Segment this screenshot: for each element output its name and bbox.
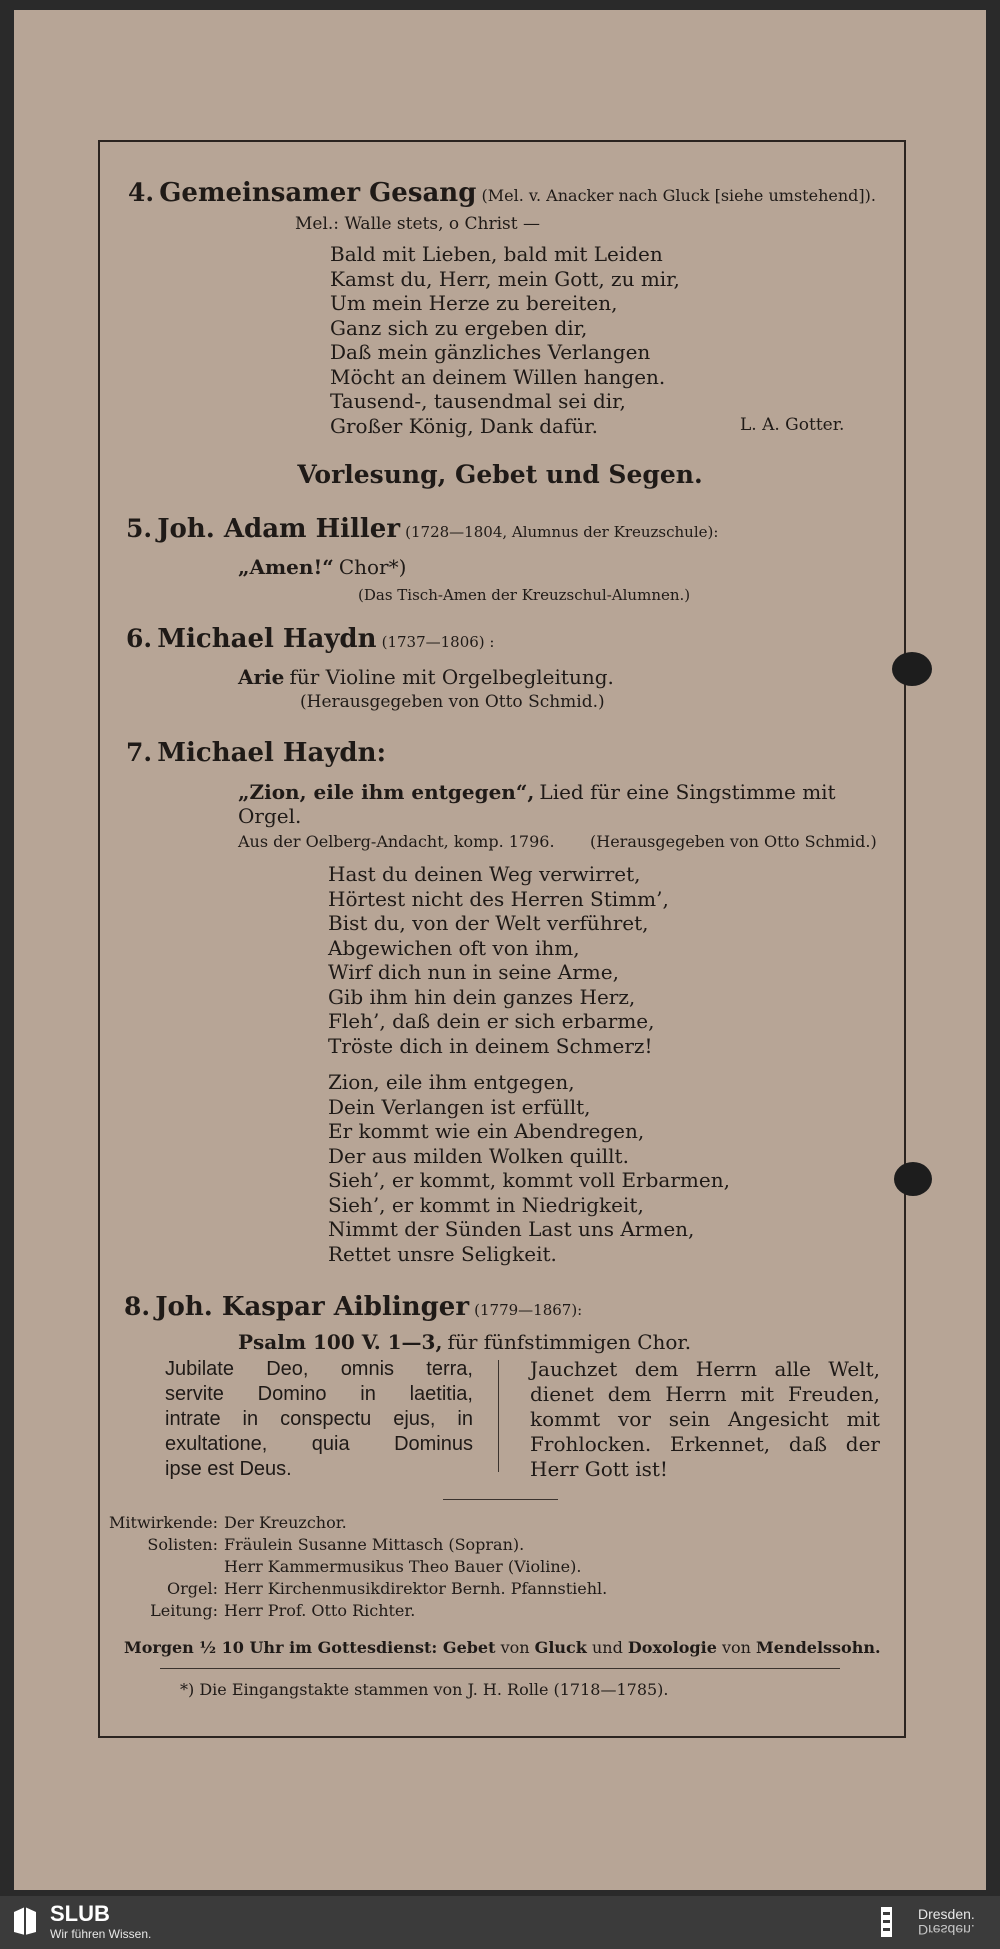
item-6-header	[126, 624, 494, 654]
word: Herr Gott ist!	[530, 1457, 668, 1481]
item-7-header	[126, 738, 386, 768]
item-5-title-rest: Chor*)	[338, 555, 407, 579]
verse-line: Bald mit Lieben, bald mit Leiden	[330, 242, 663, 266]
item-4-note: (Mel. v. Anacker nach Gluck [siehe umstehend]).	[481, 186, 876, 205]
verse-line: Sieh’, er kommt in Niedrigkeit,	[328, 1192, 644, 1217]
word: exultatione,	[165, 1433, 268, 1455]
verse-line: Dein Verlangen ist erfüllt,	[328, 1094, 591, 1119]
word: ipse est Deus.	[165, 1458, 292, 1480]
credit-value: Der Kreuzchor.	[224, 1513, 347, 1532]
verse-line: Bist du, von der Welt verführet,	[328, 911, 649, 935]
latin-line	[165, 1432, 473, 1457]
credit-row	[80, 1534, 607, 1556]
word: Herrn	[695, 1357, 758, 1381]
word: Jubilate	[165, 1358, 234, 1380]
item-8-note: (1779—1867):	[474, 1301, 583, 1319]
word: in	[457, 1408, 473, 1430]
word: ejus,	[393, 1408, 436, 1430]
credit-value: Herr Kammermusikus Theo Bauer (Violine).	[224, 1557, 582, 1576]
word: Domino	[257, 1383, 327, 1405]
credit-label: Solisten:	[147, 1535, 218, 1554]
item-4-number: 4.	[128, 178, 155, 207]
item-6-title-line	[238, 665, 614, 689]
divider-rule	[443, 1499, 558, 1500]
city-line: Dresden.	[918, 1906, 975, 1922]
verse-line: Hörtest nicht des Herren Stimm’,	[328, 886, 669, 911]
word: Erkennet,	[670, 1432, 771, 1456]
morning-lead: Morgen ½ 10 Uhr im Gottesdienst: Gebet	[124, 1638, 496, 1657]
morning-gluck: Gluck	[534, 1638, 587, 1657]
slub-logo-icon	[12, 1906, 38, 1936]
german-line	[530, 1357, 880, 1382]
verse-line: Abgewichen oft von ihm,	[328, 935, 580, 960]
verse-line: Ganz sich zu ergeben dir,	[330, 315, 588, 340]
word: dem	[634, 1357, 679, 1381]
word: Deo,	[266, 1358, 309, 1380]
word: Welt,	[828, 1357, 880, 1381]
morning-von2: von	[721, 1638, 751, 1657]
item-5-title: „Amen!“	[238, 555, 334, 579]
verse-line: Um mein Herze zu bereiten,	[330, 291, 618, 315]
morning-doxologie: Doxologie	[627, 1638, 717, 1657]
word: Frohlocken.	[530, 1432, 652, 1456]
verse-line: Möcht an deinem Willen hangen.	[330, 364, 666, 389]
item-4-author: L. A. Gotter.	[740, 415, 845, 435]
item-5-note: (1728—1804, Alumnus der Kreuzschule):	[405, 523, 719, 541]
word: der	[845, 1432, 880, 1456]
item-7-title-line	[238, 780, 836, 804]
verse-line: Rettet unsre Seligkeit.	[328, 1241, 557, 1266]
morning-von: von	[500, 1638, 530, 1657]
section-heading: Vorlesung, Gebet und Segen.	[297, 460, 703, 489]
item-7-source: Aus der Oelberg-Andacht, komp. 1796.	[238, 832, 555, 851]
german-line	[530, 1432, 880, 1457]
verse-line: Tröste dich in deinem Schmerz!	[328, 1033, 653, 1058]
item-6-sub: (Herausgegeben von Otto Schmid.)	[300, 692, 605, 712]
item-4-verse	[330, 242, 680, 438]
item-7-verse-1	[328, 862, 669, 1058]
word: alle	[774, 1357, 811, 1381]
word: Dominus	[394, 1433, 473, 1455]
word: mit	[846, 1407, 880, 1431]
item-5-header	[126, 514, 718, 544]
latin-line	[165, 1382, 473, 1407]
verse-line: Sieh’, er kommt, kommt voll Erbarmen,	[328, 1168, 730, 1192]
credit-row	[80, 1512, 607, 1534]
item-8-heading: Joh. Kaspar Aiblinger	[155, 1292, 470, 1322]
credit-row	[80, 1556, 607, 1578]
latin-line	[165, 1407, 473, 1432]
word: mit	[740, 1382, 774, 1406]
word: Freuden,	[787, 1382, 880, 1406]
item-6-number: 6.	[126, 624, 153, 653]
verse-line: Wirf dich nun in seine Arme,	[328, 960, 619, 984]
credit-label: Orgel:	[167, 1579, 218, 1598]
german-line	[530, 1382, 880, 1407]
credit-value: Herr Prof. Otto Richter.	[224, 1601, 416, 1620]
latin-line	[165, 1357, 473, 1382]
item-4-heading: Gemeinsamer Gesang	[159, 178, 477, 208]
word: in	[360, 1383, 376, 1405]
ink-blot	[892, 652, 932, 686]
word: quia	[311, 1433, 350, 1455]
verse-line: Großer König, Dank dafür.	[330, 413, 598, 438]
morning-note	[124, 1638, 881, 1657]
footnote: *) Die Eingangstakte stammen von J. H. Rolle (1718—1785).	[180, 1680, 669, 1699]
item-6-title-rest: für Violine mit Orgelbegleitung.	[289, 665, 614, 689]
credit-label: Leitung:	[150, 1601, 218, 1620]
verse-line: Hast du deinen Weg verwirret,	[328, 862, 641, 886]
word: sein	[668, 1407, 711, 1431]
item-7-title-rest: Lied für eine Singstimme mit	[539, 780, 836, 804]
item-7-number: 7.	[126, 738, 153, 767]
verse-line: Kamst du, Herr, mein Gott, zu mir,	[330, 266, 680, 291]
word: Angesicht	[727, 1407, 829, 1431]
item-7-title: „Zion, eile ihm entgegen“,	[238, 780, 535, 804]
brand-name: SLUB	[50, 1901, 110, 1926]
credits-block	[80, 1512, 607, 1622]
brand-tagline: Wir führen Wissen.	[50, 1927, 152, 1941]
item-7-heading: Michael Haydn:	[157, 738, 387, 768]
item-6-title: Arie	[238, 665, 285, 689]
ink-blot	[894, 1162, 932, 1196]
item-5-sub: (Das Tisch-Amen der Kreuzschul-Alumnen.)	[358, 586, 691, 604]
word: Jauchzet	[530, 1357, 618, 1381]
verse-line: Der aus milden Wolken quillt.	[328, 1143, 629, 1168]
word: omnis	[340, 1358, 395, 1380]
german-line	[530, 1457, 880, 1482]
verse-line: Zion, eile ihm entgegen,	[328, 1070, 575, 1094]
word: dem	[607, 1382, 652, 1406]
word: daß	[788, 1432, 827, 1456]
dresden-crest-icon	[880, 1906, 904, 1938]
word: conspectu	[280, 1408, 372, 1430]
verse-line: Daß mein gänzliches Verlangen	[330, 340, 651, 364]
item-7-title-line2: Orgel.	[238, 804, 302, 828]
morning-mendelssohn: Mendelssohn.	[756, 1638, 881, 1657]
word: dienet	[530, 1382, 594, 1406]
credit-row	[80, 1600, 607, 1622]
item-5-number: 5.	[126, 514, 153, 543]
morning-und: und	[591, 1638, 623, 1657]
word: kommt	[530, 1407, 601, 1431]
item-5-title-line	[238, 555, 406, 579]
item-7-editor: (Herausgegeben von Otto Schmid.)	[590, 832, 877, 851]
city-line-mirrored: Dresden.	[918, 1922, 975, 1938]
word: intrate	[165, 1408, 221, 1430]
credit-value: Fräulein Susanne Mittasch (Sopran).	[224, 1535, 525, 1554]
column-divider	[498, 1360, 499, 1472]
item-4-melody: Mel.: Walle stets, o Christ —	[295, 214, 541, 234]
latin-line	[165, 1457, 473, 1482]
psalm-latin	[165, 1357, 473, 1482]
item-8-title: Psalm 100 V. 1—3,	[238, 1330, 443, 1354]
item-4-header	[128, 178, 876, 208]
word: laetitia,	[409, 1383, 473, 1405]
verse-line: Tausend-, tausendmal sei dir,	[330, 389, 626, 413]
word: vor	[617, 1407, 651, 1431]
verse-line: Fleh’, daß dein er sich erbarme,	[328, 1009, 655, 1033]
credit-row	[80, 1578, 607, 1600]
footnote-rule	[160, 1668, 840, 1669]
credit-value: Herr Kirchenmusikdirektor Bernh. Pfannstiehl.	[224, 1579, 608, 1598]
word: in	[242, 1408, 259, 1430]
psalm-german	[530, 1357, 880, 1482]
viewer-footer	[0, 1896, 1000, 1949]
word: terra,	[426, 1358, 473, 1380]
credit-label	[80, 1556, 224, 1578]
city-label	[918, 1906, 975, 1938]
verse-line: Nimmt der Sünden Last uns Armen,	[328, 1217, 695, 1241]
verse-line: Er kommt wie ein Abendregen,	[328, 1119, 645, 1143]
item-8-header	[124, 1292, 582, 1322]
item-7-verse-2	[328, 1070, 730, 1266]
item-8-number: 8.	[124, 1292, 151, 1321]
item-6-heading: Michael Haydn	[157, 624, 377, 654]
item-8-title-rest: für fünfstimmigen Chor.	[447, 1330, 692, 1354]
credit-label: Mitwirkende:	[109, 1513, 218, 1532]
item-6-note: (1737—1806) :	[381, 633, 495, 651]
item-8-title-line	[238, 1330, 691, 1354]
word: Herrn	[665, 1382, 727, 1406]
german-line	[530, 1407, 880, 1432]
verse-line: Gib ihm hin dein ganzes Herz,	[328, 984, 636, 1009]
item-5-heading: Joh. Adam Hiller	[157, 514, 401, 544]
word: servite	[165, 1383, 224, 1405]
